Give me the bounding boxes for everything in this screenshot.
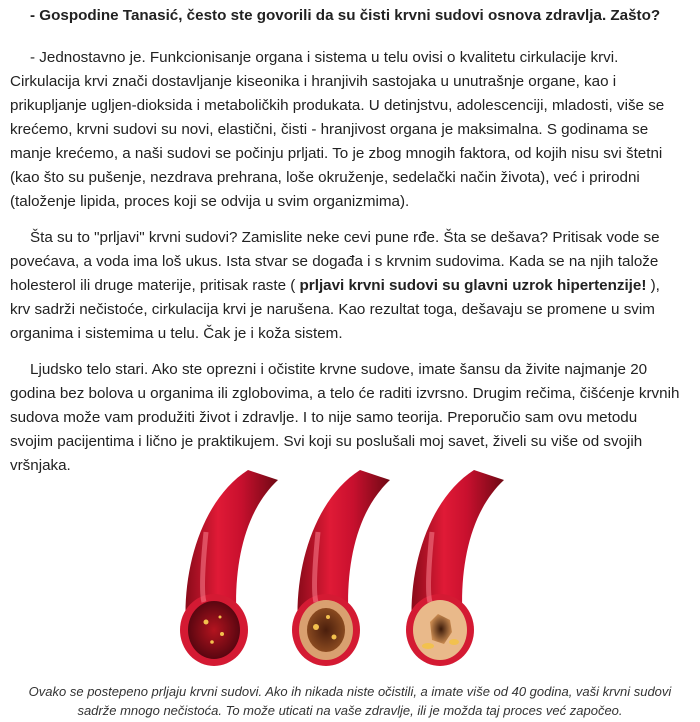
vessel-partly-clogged	[292, 470, 390, 666]
interview-question: - Gospodine Tanasić, često ste govorili da su čisti krvni sudovi osnova zdravlja. Zašto?	[30, 7, 661, 24]
paragraph-2-text-after: ), krv sadrži nečistoće, cirkulacija krvi je narušena. Kao rezultat toga, dešavaju se promene u svim organima i sistemima u telu. Čak je i koža sistem.	[10, 277, 660, 342]
answer-paragraph-3: Ljudsko telo stari. Ako ste oprezni i očistite krvne sudove, imate šansu da živite najmanje 20 godina bez bolova u organima ili zglobovima, a telo će raditi izvrsno. Drugim rečima, čišćenje krvnih sudova može vam produžiti život i zdravlje. I to nije samo teorija. Preporučio sam ovu metodu svojim pacijentima i lično je praktikujem. Svi koji su poslušali moj savet, živeli su više od svojih vršnjaka.	[10, 361, 680, 474]
vessel-clean	[180, 470, 278, 666]
paragraph-2-text-before: Šta su to "prljavi" krvni sudovi? Zamislite neke cevi pune rđe. Šta se dešava? Pritisak vode se povećava, a voda ima loš ukus. Ista stvar se događa i s krvnim sudovima. Kada se na njih talože holesterol ili druge materije, pritisak raste (	[10, 229, 660, 294]
answer-paragraph-2	[10, 226, 682, 346]
image-caption: Ovako se postepeno prljaju krvni sudovi. Ako ih nikada niste očistili, a imate više od 40 godina, vaši krvni sudovi sadrže mnogo nečistoća. To može uticati na vaše zdravlje, ili je možda taj proces već započeo.	[28, 684, 672, 718]
answer-paragraph-1: - Jednostavno je. Funkcionisanje organa i sistema u telu ovisi o kvalitetu cirkulacije krvi. Cirkulacija krvi znači dostavljanje kiseonika i hranjivih sastojaka u unutrašnje organe, kao i prikupljanje ugljen-dioksida i metaboličkih produkata. U detinjstvu, adolescenciji, mladosti, više se krećemo, krvni sudovi su novi, elastični, čisti - hranjivost organa je maksimalna. S godinama se manje krećemo, a naši sudovi se počinju prljati. To je zbog mnogih faktora, od kojih nisu svi štetni (kao što su pušenje, nezdrava prehrana, loše okruženje, sedelački način života), već i prirodni (taloženje lipida, proces koji se odvija u svim organizmima).	[10, 49, 665, 210]
paragraph-2-bold-emphasis: prljavi krvni sudovi su glavni uzrok hipertenzije!	[299, 277, 647, 294]
blood-vessel-illustration	[168, 462, 524, 672]
vessel-heavily-clogged	[406, 470, 504, 666]
